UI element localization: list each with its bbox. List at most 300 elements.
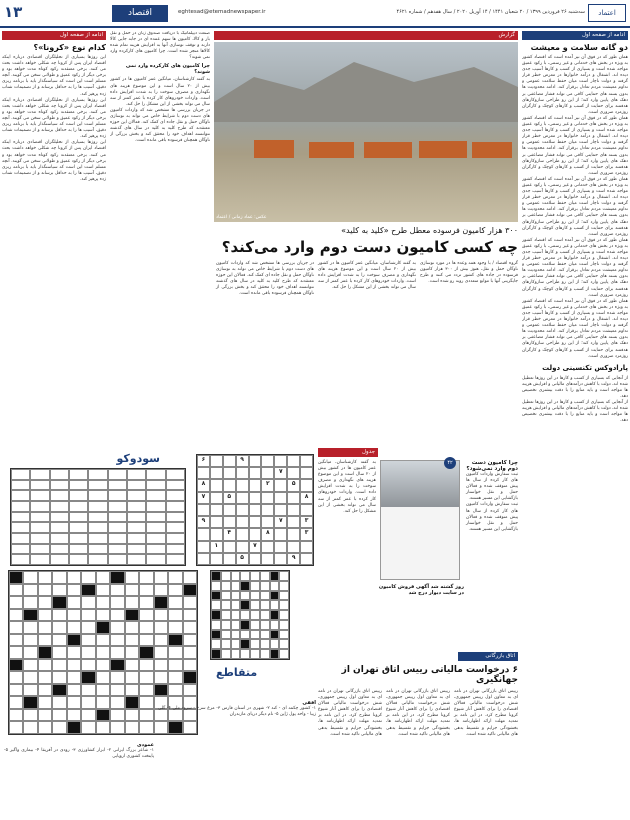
sudoku-cell[interactable] <box>108 480 127 491</box>
sudoku-cell[interactable] <box>236 492 249 504</box>
crossword-cell[interactable] <box>23 646 37 659</box>
sudoku-cell[interactable] <box>236 541 249 553</box>
crossword-cell[interactable] <box>52 646 66 659</box>
sudoku-cell[interactable] <box>249 479 262 491</box>
sudoku-cell[interactable] <box>108 554 127 565</box>
sudoku-cell[interactable] <box>261 455 274 467</box>
sudoku-cell[interactable] <box>166 490 185 501</box>
sudoku-cell[interactable]: ۳ <box>300 516 313 528</box>
crossword-cell[interactable] <box>9 634 23 647</box>
crossword-cell[interactable] <box>23 634 37 647</box>
crossword-cell[interactable] <box>139 596 153 609</box>
sudoku-cell[interactable] <box>108 522 127 533</box>
crossword-cell[interactable] <box>183 596 197 609</box>
sudoku-cell[interactable] <box>88 512 107 523</box>
sudoku-cell[interactable] <box>274 455 287 467</box>
crossword-cell[interactable] <box>81 646 95 659</box>
crossword-cell[interactable] <box>38 609 52 622</box>
crossword-cell[interactable] <box>81 634 95 647</box>
crossword-cell[interactable] <box>96 646 110 659</box>
sudoku-cell[interactable] <box>50 544 69 555</box>
crossword-cell[interactable] <box>81 696 95 709</box>
sudoku-cell[interactable] <box>210 455 223 467</box>
sudoku-cell[interactable] <box>197 541 210 553</box>
crossword-cell[interactable] <box>9 721 23 734</box>
sudoku-grid[interactable] <box>196 454 314 566</box>
crossword-cell[interactable] <box>270 600 280 610</box>
crossword-cell[interactable] <box>250 610 260 620</box>
sudoku-cell[interactable] <box>287 455 300 467</box>
sudoku-cell[interactable] <box>69 469 88 480</box>
crossword-cell[interactable] <box>279 581 289 591</box>
sudoku-cell[interactable] <box>261 492 274 504</box>
sudoku-cell[interactable]: ۱ <box>210 541 223 553</box>
crossword-cell[interactable] <box>240 649 250 659</box>
crossword-cell[interactable] <box>125 659 139 672</box>
crossword-cell[interactable] <box>52 696 66 709</box>
sudoku-cell[interactable] <box>108 533 127 544</box>
crossword-cell[interactable] <box>260 639 270 649</box>
crossword-cell[interactable] <box>125 621 139 634</box>
sudoku-cell[interactable] <box>146 512 165 523</box>
sudoku-cell[interactable] <box>69 501 88 512</box>
crossword-cell[interactable] <box>139 571 153 584</box>
crossword-cell[interactable] <box>52 584 66 597</box>
crossword-cell[interactable] <box>67 671 81 684</box>
crossword-cell[interactable] <box>38 684 52 697</box>
crossword-cell[interactable] <box>168 584 182 597</box>
crossword-cell[interactable] <box>168 621 182 634</box>
crossword-cell[interactable] <box>38 696 52 709</box>
crossword-cell[interactable] <box>260 600 270 610</box>
sudoku-grid-empty[interactable] <box>10 468 186 566</box>
sudoku-cell[interactable] <box>30 480 49 491</box>
crossword-grid-small[interactable] <box>210 570 290 660</box>
sudoku-cell[interactable] <box>69 533 88 544</box>
sudoku-cell[interactable] <box>261 467 274 479</box>
crossword-cell[interactable] <box>183 659 197 672</box>
sudoku-cell[interactable]: ۹ <box>287 553 300 565</box>
sudoku-cell[interactable] <box>287 504 300 516</box>
sudoku-cell[interactable] <box>197 528 210 540</box>
crossword-cell[interactable] <box>110 634 124 647</box>
sudoku-cell[interactable] <box>223 455 236 467</box>
crossword-cell[interactable] <box>250 630 260 640</box>
crossword-cell[interactable] <box>67 621 81 634</box>
sudoku-cell[interactable] <box>146 501 165 512</box>
sudoku-cell[interactable] <box>69 512 88 523</box>
sudoku-cell[interactable] <box>300 467 313 479</box>
crossword-cell[interactable] <box>110 584 124 597</box>
crossword-cell[interactable] <box>221 620 231 630</box>
sudoku-cell[interactable] <box>223 541 236 553</box>
sudoku-cell[interactable] <box>249 467 262 479</box>
crossword-cell[interactable] <box>260 591 270 601</box>
sudoku-cell[interactable]: ۷ <box>249 541 262 553</box>
crossword-cell[interactable] <box>9 621 23 634</box>
crossword-cell[interactable] <box>279 630 289 640</box>
sudoku-cell[interactable] <box>274 504 287 516</box>
crossword-cell[interactable] <box>168 609 182 622</box>
sudoku-cell[interactable] <box>197 553 210 565</box>
crossword-cell[interactable] <box>81 684 95 697</box>
sudoku-cell[interactable] <box>166 533 185 544</box>
sudoku-cell[interactable] <box>11 522 30 533</box>
sudoku-cell[interactable]: ۲ <box>261 479 274 491</box>
crossword-cell[interactable] <box>38 584 52 597</box>
sudoku-cell[interactable] <box>108 469 127 480</box>
crossword-cell[interactable] <box>81 709 95 722</box>
sudoku-cell[interactable] <box>223 516 236 528</box>
crossword-cell[interactable] <box>110 596 124 609</box>
crossword-cell[interactable] <box>154 634 168 647</box>
sudoku-cell[interactable] <box>300 504 313 516</box>
sudoku-cell[interactable] <box>69 490 88 501</box>
sudoku-cell[interactable] <box>166 512 185 523</box>
crossword-cell[interactable] <box>52 609 66 622</box>
crossword-cell[interactable] <box>23 571 37 584</box>
crossword-cell[interactable] <box>250 571 260 581</box>
crossword-cell[interactable] <box>154 584 168 597</box>
sudoku-cell[interactable]: ۸ <box>261 528 274 540</box>
crossword-cell[interactable] <box>81 609 95 622</box>
crossword-cell[interactable] <box>38 634 52 647</box>
crossword-cell[interactable] <box>279 571 289 581</box>
sudoku-cell[interactable] <box>261 504 274 516</box>
crossword-cell[interactable] <box>168 684 182 697</box>
sudoku-cell[interactable] <box>11 480 30 491</box>
crossword-cell[interactable] <box>9 671 23 684</box>
sudoku-cell[interactable] <box>88 480 107 491</box>
crossword-cell[interactable] <box>96 596 110 609</box>
sudoku-cell[interactable] <box>127 469 146 480</box>
crossword-cell[interactable] <box>231 639 241 649</box>
crossword-cell[interactable] <box>211 600 221 610</box>
sudoku-cell[interactable] <box>249 553 262 565</box>
crossword-cell[interactable] <box>67 684 81 697</box>
crossword-cell[interactable] <box>38 659 52 672</box>
sudoku-cell[interactable] <box>287 492 300 504</box>
crossword-cell[interactable] <box>67 709 81 722</box>
crossword-cell[interactable] <box>260 581 270 591</box>
crossword-cell[interactable] <box>96 634 110 647</box>
sudoku-cell[interactable] <box>108 512 127 523</box>
crossword-cell[interactable] <box>125 571 139 584</box>
crossword-cell[interactable] <box>23 671 37 684</box>
crossword-cell[interactable] <box>67 596 81 609</box>
crossword-cell[interactable] <box>231 620 241 630</box>
sudoku-cell[interactable] <box>223 553 236 565</box>
crossword-cell[interactable] <box>279 610 289 620</box>
sudoku-cell[interactable]: ۹ <box>197 516 210 528</box>
sudoku-cell[interactable] <box>108 490 127 501</box>
sudoku-cell[interactable]: ۵ <box>223 492 236 504</box>
crossword-cell[interactable] <box>168 596 182 609</box>
sudoku-cell[interactable]: ۳ <box>300 528 313 540</box>
crossword-cell[interactable] <box>23 684 37 697</box>
sudoku-cell[interactable] <box>236 504 249 516</box>
crossword-cell[interactable] <box>139 659 153 672</box>
crossword-cell[interactable] <box>250 581 260 591</box>
sudoku-cell[interactable] <box>50 512 69 523</box>
sudoku-cell[interactable]: ۸ <box>300 492 313 504</box>
sudoku-cell[interactable] <box>11 501 30 512</box>
crossword-cell[interactable] <box>183 621 197 634</box>
crossword-cell[interactable] <box>52 571 66 584</box>
sudoku-cell[interactable]: ۹ <box>236 455 249 467</box>
sudoku-cell[interactable] <box>300 455 313 467</box>
sudoku-cell[interactable]: ۷ <box>197 492 210 504</box>
sudoku-cell[interactable] <box>88 554 107 565</box>
crossword-cell[interactable] <box>260 630 270 640</box>
crossword-cell[interactable] <box>168 671 182 684</box>
crossword-cell[interactable] <box>139 621 153 634</box>
crossword-cell[interactable] <box>279 620 289 630</box>
sudoku-cell[interactable] <box>50 480 69 491</box>
crossword-cell[interactable] <box>23 659 37 672</box>
sudoku-cell[interactable] <box>146 544 165 555</box>
crossword-cell[interactable] <box>221 610 231 620</box>
crossword-cell[interactable] <box>139 696 153 709</box>
crossword-cell[interactable] <box>110 609 124 622</box>
crossword-cell[interactable] <box>183 609 197 622</box>
crossword-cell[interactable] <box>52 709 66 722</box>
sudoku-cell[interactable] <box>236 467 249 479</box>
crossword-cell[interactable] <box>250 649 260 659</box>
crossword-cell[interactable] <box>81 721 95 734</box>
crossword-cell[interactable] <box>139 684 153 697</box>
crossword-cell[interactable] <box>279 639 289 649</box>
crossword-cell[interactable] <box>52 659 66 672</box>
crossword-cell[interactable] <box>250 639 260 649</box>
sudoku-cell[interactable] <box>30 554 49 565</box>
crossword-cell[interactable] <box>221 639 231 649</box>
crossword-cell[interactable] <box>231 610 241 620</box>
crossword-cell[interactable] <box>81 596 95 609</box>
sudoku-cell[interactable] <box>210 504 223 516</box>
crossword-cell[interactable] <box>67 609 81 622</box>
sudoku-cell[interactable] <box>236 528 249 540</box>
crossword-cell[interactable] <box>81 571 95 584</box>
crossword-cell[interactable] <box>260 571 270 581</box>
sudoku-cell[interactable] <box>88 490 107 501</box>
sudoku-cell[interactable] <box>50 554 69 565</box>
crossword-cell[interactable] <box>139 671 153 684</box>
crossword-cell[interactable] <box>9 609 23 622</box>
sudoku-cell[interactable] <box>249 492 262 504</box>
sudoku-cell[interactable] <box>127 501 146 512</box>
crossword-cell[interactable] <box>67 646 81 659</box>
sudoku-cell[interactable] <box>223 467 236 479</box>
crossword-cell[interactable] <box>110 621 124 634</box>
crossword-cell[interactable] <box>81 659 95 672</box>
crossword-cell[interactable] <box>154 671 168 684</box>
sudoku-cell[interactable] <box>287 528 300 540</box>
sudoku-cell[interactable] <box>127 512 146 523</box>
sudoku-cell[interactable] <box>30 490 49 501</box>
crossword-cell[interactable] <box>168 659 182 672</box>
sudoku-cell[interactable] <box>166 522 185 533</box>
crossword-cell[interactable] <box>211 639 221 649</box>
crossword-cell[interactable] <box>240 571 250 581</box>
crossword-cell[interactable] <box>231 571 241 581</box>
sudoku-cell[interactable] <box>88 469 107 480</box>
crossword-cell[interactable] <box>250 600 260 610</box>
crossword-cell[interactable] <box>125 721 139 734</box>
crossword-cell[interactable] <box>260 620 270 630</box>
sudoku-cell[interactable] <box>11 554 30 565</box>
crossword-cell[interactable] <box>23 596 37 609</box>
crossword-cell[interactable] <box>168 646 182 659</box>
crossword-cell[interactable] <box>139 634 153 647</box>
sudoku-cell[interactable] <box>108 544 127 555</box>
crossword-cell[interactable] <box>110 721 124 734</box>
crossword-cell[interactable] <box>9 684 23 697</box>
crossword-cell[interactable] <box>125 671 139 684</box>
sudoku-cell[interactable] <box>50 469 69 480</box>
sudoku-cell[interactable] <box>249 528 262 540</box>
crossword-cell[interactable] <box>211 620 221 630</box>
sudoku-cell[interactable] <box>274 541 287 553</box>
sudoku-cell[interactable] <box>127 522 146 533</box>
crossword-cell[interactable] <box>125 646 139 659</box>
sudoku-cell[interactable] <box>146 490 165 501</box>
crossword-cell[interactable] <box>183 571 197 584</box>
sudoku-cell[interactable] <box>236 479 249 491</box>
sudoku-cell[interactable] <box>166 469 185 480</box>
sudoku-cell[interactable] <box>11 512 30 523</box>
crossword-cell[interactable] <box>96 659 110 672</box>
crossword-cell[interactable] <box>168 571 182 584</box>
crossword-cell[interactable] <box>125 634 139 647</box>
crossword-cell[interactable] <box>38 671 52 684</box>
crossword-cell[interactable] <box>23 584 37 597</box>
sudoku-cell[interactable]: ۶ <box>197 455 210 467</box>
crossword-cell[interactable] <box>183 646 197 659</box>
crossword-cell[interactable] <box>125 684 139 697</box>
sudoku-cell[interactable] <box>127 480 146 491</box>
sudoku-cell[interactable] <box>30 501 49 512</box>
sudoku-cell[interactable] <box>127 490 146 501</box>
sudoku-cell[interactable] <box>223 479 236 491</box>
crossword-cell[interactable] <box>38 721 52 734</box>
sudoku-cell[interactable] <box>287 541 300 553</box>
sudoku-cell[interactable] <box>287 516 300 528</box>
crossword-cell[interactable] <box>270 620 280 630</box>
crossword-cell[interactable] <box>240 630 250 640</box>
crossword-cell[interactable] <box>231 630 241 640</box>
sudoku-cell[interactable]: ۷ <box>274 516 287 528</box>
crossword-cell[interactable] <box>221 571 231 581</box>
sudoku-cell[interactable] <box>261 516 274 528</box>
crossword-cell[interactable] <box>231 581 241 591</box>
crossword-cell[interactable] <box>9 696 23 709</box>
crossword-cell[interactable] <box>154 621 168 634</box>
sudoku-cell[interactable] <box>88 501 107 512</box>
sudoku-cell[interactable] <box>11 490 30 501</box>
sudoku-cell[interactable] <box>146 469 165 480</box>
crossword-cell[interactable] <box>139 609 153 622</box>
sudoku-cell[interactable] <box>69 522 88 533</box>
sudoku-cell[interactable] <box>69 554 88 565</box>
crossword-cell[interactable] <box>38 571 52 584</box>
crossword-cell[interactable] <box>96 609 110 622</box>
sudoku-cell[interactable] <box>30 469 49 480</box>
crossword-cell[interactable] <box>67 571 81 584</box>
sudoku-cell[interactable] <box>50 490 69 501</box>
sudoku-cell[interactable] <box>50 501 69 512</box>
crossword-cell[interactable] <box>240 591 250 601</box>
crossword-cell[interactable] <box>221 649 231 659</box>
crossword-cell[interactable] <box>110 671 124 684</box>
sudoku-cell[interactable] <box>88 544 107 555</box>
sudoku-cell[interactable] <box>30 544 49 555</box>
sudoku-cell[interactable]: ۵ <box>236 553 249 565</box>
sudoku-cell[interactable] <box>11 533 30 544</box>
crossword-cell[interactable] <box>154 571 168 584</box>
crossword-cell[interactable] <box>110 709 124 722</box>
crossword-cell[interactable] <box>221 581 231 591</box>
sudoku-cell[interactable] <box>69 544 88 555</box>
sudoku-cell[interactable] <box>166 501 185 512</box>
crossword-cell[interactable] <box>125 596 139 609</box>
crossword-cell[interactable] <box>96 571 110 584</box>
sudoku-cell[interactable] <box>287 467 300 479</box>
crossword-cell[interactable] <box>240 610 250 620</box>
sudoku-cell[interactable] <box>197 504 210 516</box>
sudoku-cell[interactable] <box>50 522 69 533</box>
sudoku-cell[interactable] <box>300 553 313 565</box>
crossword-cell[interactable] <box>231 649 241 659</box>
crossword-cell[interactable] <box>52 671 66 684</box>
crossword-cell[interactable] <box>38 596 52 609</box>
crossword-cell[interactable] <box>260 649 270 659</box>
crossword-cell[interactable] <box>52 634 66 647</box>
crossword-cell[interactable] <box>231 600 241 610</box>
sudoku-cell[interactable] <box>249 516 262 528</box>
crossword-cell[interactable] <box>221 600 231 610</box>
crossword-cell[interactable] <box>23 709 37 722</box>
crossword-cell[interactable] <box>96 684 110 697</box>
crossword-cell[interactable] <box>96 721 110 734</box>
sudoku-cell[interactable] <box>166 544 185 555</box>
sudoku-cell[interactable] <box>223 504 236 516</box>
sudoku-cell[interactable] <box>274 553 287 565</box>
sudoku-cell[interactable] <box>197 467 210 479</box>
crossword-cell[interactable] <box>250 591 260 601</box>
sudoku-cell[interactable] <box>88 522 107 533</box>
crossword-cell[interactable] <box>67 584 81 597</box>
sudoku-cell[interactable] <box>30 533 49 544</box>
sudoku-cell[interactable] <box>210 553 223 565</box>
email-address[interactable]: eghtesad@etemadnewspaper.ir <box>178 9 266 15</box>
crossword-cell[interactable] <box>270 639 280 649</box>
crossword-cell[interactable] <box>279 600 289 610</box>
sudoku-cell[interactable] <box>261 541 274 553</box>
sudoku-cell[interactable] <box>127 554 146 565</box>
crossword-cell[interactable] <box>154 609 168 622</box>
crossword-cell[interactable] <box>96 671 110 684</box>
sudoku-cell[interactable] <box>274 528 287 540</box>
crossword-cell[interactable] <box>139 721 153 734</box>
sudoku-cell[interactable] <box>210 528 223 540</box>
crossword-cell[interactable] <box>125 584 139 597</box>
sudoku-cell[interactable] <box>146 522 165 533</box>
sudoku-cell[interactable]: ۴ <box>223 528 236 540</box>
sudoku-cell[interactable]: ۵ <box>287 479 300 491</box>
sudoku-cell[interactable] <box>300 541 313 553</box>
sudoku-cell[interactable] <box>210 492 223 504</box>
